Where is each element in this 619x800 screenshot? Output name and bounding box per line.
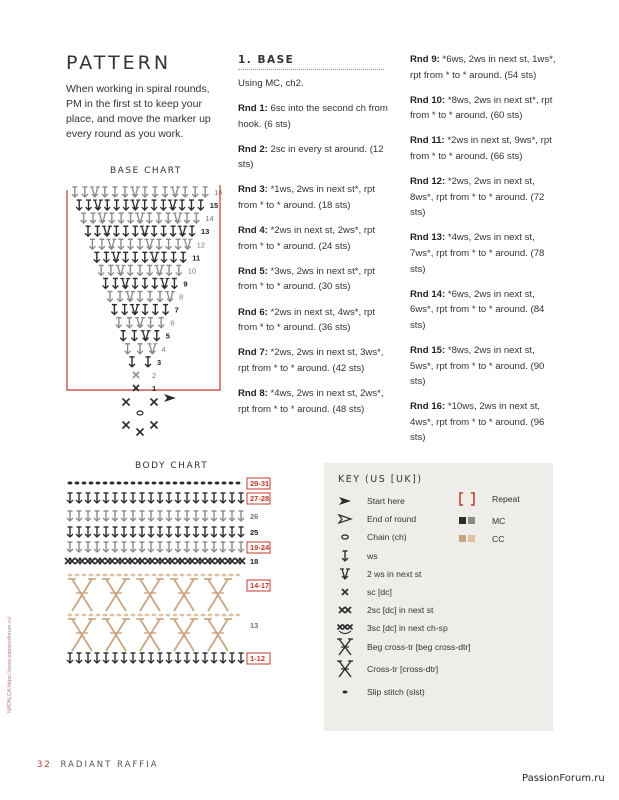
cc-swatch-icon xyxy=(458,531,476,547)
base-row-number: 5 xyxy=(165,331,170,341)
section-title: 1. BASE xyxy=(238,54,295,66)
round-text: *8ws, 2ws in next st*, rpt from * to * around. (60 sts) xyxy=(410,94,553,122)
base-row-number: 3 xyxy=(157,357,162,367)
base-row-number: 6 xyxy=(170,318,175,328)
key-item xyxy=(336,662,438,676)
start-here-arrow-icon xyxy=(336,493,354,509)
intro-paragraph: When working in spiral rounds, PM in the first st to keep your place, and move the marker up every round as you work. xyxy=(66,83,211,140)
page-footer xyxy=(37,760,159,770)
round-text: *8ws, 2ws in next st, 5ws*, rpt from * to * around. (90 sts) xyxy=(410,344,545,388)
round-instruction xyxy=(410,343,560,390)
round-label: Rnd 5: xyxy=(238,265,268,277)
round-text: *2ws in next st, 9ws*, rpt from * to * around. (66 sts) xyxy=(410,135,552,162)
key-item xyxy=(336,512,416,526)
round-instruction xyxy=(238,386,388,417)
base-chart-row xyxy=(98,265,182,275)
end-of-round-arrow-icon xyxy=(336,511,354,527)
round-instruction xyxy=(410,133,560,164)
base-row-number: 13 xyxy=(201,227,210,237)
repeat-bracket-icon xyxy=(458,491,476,507)
section-intro: Using MC, ch2. xyxy=(238,78,304,89)
base-chart-start-ring xyxy=(123,394,177,436)
base-chart-row xyxy=(94,252,186,262)
round-instruction xyxy=(238,101,388,132)
body-chart-row xyxy=(68,574,241,611)
round-label: Rnd 10: xyxy=(410,94,446,106)
round-label: Rnd 11: xyxy=(410,135,445,147)
mc-swatch-icon xyxy=(458,513,476,529)
base-row-number: 12 xyxy=(196,240,205,250)
round-label: Rnd 15: xyxy=(410,344,446,356)
base-chart-row xyxy=(81,213,200,223)
base-chart-row xyxy=(125,344,158,354)
body-chart-row-labels xyxy=(247,478,270,664)
round-instruction xyxy=(410,174,560,221)
page-number: 32 xyxy=(37,760,52,770)
cross-tr-icon xyxy=(336,659,354,679)
base-row-number: 9 xyxy=(183,279,188,289)
key-item xyxy=(336,567,421,581)
round-text: *4ws, 2ws in next st, 2ws*, rpt from * to * around. (48 sts) xyxy=(238,387,384,415)
three-sc-icon xyxy=(336,620,354,636)
body-row-label: 27-28 xyxy=(250,494,270,503)
side-watermark: NATALCA https://www.passionforum.ru/ xyxy=(7,616,13,713)
two-sc-icon xyxy=(336,602,354,618)
round-text: *2ws, 2ws in next st, 3ws*, rpt from * to * around. (42 sts) xyxy=(238,347,384,374)
rounds-column-2 xyxy=(410,52,560,455)
key-item-label: 3sc [dc] in next ch-sp xyxy=(367,623,448,634)
key-item-label: ws xyxy=(367,550,378,561)
base-row-number: 11 xyxy=(192,253,201,263)
round-text: *1ws, 2ws in next st*, rpt from * to * around. (18 sts) xyxy=(238,184,376,212)
section-divider xyxy=(238,69,384,70)
round-text: *6ws, 2ws in next st, 1ws*, rpt from * to * around. (54 sts) xyxy=(410,54,556,81)
body-row-label: 13 xyxy=(250,621,259,630)
round-label: Rnd 13: xyxy=(410,232,446,244)
key-item-label: MC xyxy=(492,516,506,526)
body-chart-row xyxy=(67,542,244,552)
base-chart-row xyxy=(76,200,204,210)
round-instruction xyxy=(238,345,388,376)
round-label: Rnd 3: xyxy=(238,184,268,196)
rounds-column-1 xyxy=(238,76,388,427)
watermark: PassionForum.ru xyxy=(522,773,605,784)
ws-stitch-icon xyxy=(336,548,354,564)
body-chart-row xyxy=(67,653,244,663)
key-item-label: 2sc [dc] in next st xyxy=(367,605,434,616)
round-label: Rnd 4: xyxy=(238,225,268,237)
beg-cross-tr-icon xyxy=(336,637,354,657)
slip-stitch-icon xyxy=(336,684,354,700)
body-chart-row xyxy=(65,558,245,564)
key-item xyxy=(336,640,471,654)
chain-oval-icon xyxy=(336,529,354,545)
key-item-label: Cross-tr [cross-dtr] xyxy=(367,664,439,675)
base-row-number: 8 xyxy=(179,292,184,302)
base-chart xyxy=(60,180,235,440)
body-row-label: 19-24 xyxy=(250,543,270,552)
round-text: *3ws, 2ws in next st*, rpt from * to * around. (30 sts) xyxy=(238,265,376,293)
key-item-label: 2 ws in next st xyxy=(367,568,422,579)
base-chart-row xyxy=(120,331,160,341)
round-text: 6sc into the second ch from hook. (6 sts) xyxy=(238,103,388,130)
body-row-label: 14-17 xyxy=(250,581,270,590)
key-item-label: sc [dc] xyxy=(367,587,392,597)
round-label: Rnd 14: xyxy=(410,288,446,300)
base-row-number: 16 xyxy=(214,188,223,197)
round-instruction xyxy=(410,399,560,446)
key-item xyxy=(458,514,505,528)
base-row-number: 1 xyxy=(152,384,157,393)
body-chart-stitches xyxy=(65,482,245,664)
base-chart-title: BASE CHART xyxy=(110,166,182,176)
base-chart-stitches xyxy=(72,187,208,436)
base-row-number: 2 xyxy=(152,370,157,380)
body-chart-row xyxy=(67,511,244,521)
body-chart-row xyxy=(67,527,244,537)
base-row-number: 15 xyxy=(209,201,219,211)
base-row-number: 7 xyxy=(174,305,179,315)
round-label: Rnd 16: xyxy=(410,401,446,413)
key-item xyxy=(458,532,504,546)
round-label: Rnd 7: xyxy=(238,347,268,359)
base-chart-row xyxy=(103,278,178,288)
key-item xyxy=(336,603,433,617)
key-item-label: End of round xyxy=(367,514,417,525)
key-item xyxy=(336,494,405,508)
body-row-label: 1-12 xyxy=(250,654,266,663)
base-chart-row xyxy=(107,292,175,302)
body-row-label: 25 xyxy=(250,528,259,537)
body-row-label: 18 xyxy=(250,557,259,566)
base-row-number: 4 xyxy=(161,344,166,354)
key-item-label: Beg cross-tr [beg cross-dtr] xyxy=(367,641,471,652)
round-label: Rnd 8: xyxy=(238,387,268,399)
key-item-label: Slip stitch (slst) xyxy=(367,687,425,698)
round-instruction xyxy=(238,142,388,173)
key-item xyxy=(336,549,378,563)
body-chart-title: BODY CHART xyxy=(135,461,209,471)
base-chart-row xyxy=(89,239,192,249)
round-text: *2ws in next st, 2ws*, rpt from * to * around. (24 sts) xyxy=(238,225,376,252)
body-chart xyxy=(62,475,282,670)
round-instruction xyxy=(410,93,560,124)
body-chart-row xyxy=(68,614,241,651)
round-instruction xyxy=(410,230,560,277)
base-chart-row xyxy=(111,305,168,315)
book-title: RADIANT RAFFIA xyxy=(60,760,159,770)
base-row-number: 14 xyxy=(205,214,214,224)
round-text: 2sc in every st around. (12 sts) xyxy=(238,143,384,171)
key-item xyxy=(458,492,520,506)
base-chart-row xyxy=(72,187,208,197)
base-chart-row xyxy=(133,372,139,378)
round-text: *6ws, 2ws in next st, 6ws*, rpt from * to * around. (84 sts) xyxy=(410,288,545,331)
key-item xyxy=(336,530,407,544)
body-row-label: 26 xyxy=(250,512,259,521)
key-item xyxy=(336,685,425,699)
key-item-label: Start here xyxy=(367,496,405,506)
round-text: *10ws, 2ws in next st, 4ws*, rpt from * to * around. (96 sts) xyxy=(410,401,545,444)
key-item xyxy=(336,585,392,599)
base-chart-row xyxy=(129,357,151,367)
round-label: Rnd 1: xyxy=(238,103,268,115)
round-instruction xyxy=(238,223,388,254)
key-item-label: CC xyxy=(492,534,505,544)
round-text: *2ws, 2ws in next st, 8ws*, rpt from * to * around. (72 sts) xyxy=(410,176,545,219)
round-label: Rnd 9: xyxy=(410,54,440,65)
round-instruction xyxy=(238,182,388,213)
base-chart-row xyxy=(116,318,164,328)
round-label: Rnd 2: xyxy=(238,143,268,155)
key-item xyxy=(336,621,448,635)
round-label: Rnd 6: xyxy=(238,306,268,318)
round-label: Rnd 12: xyxy=(410,176,446,188)
body-chart-row xyxy=(67,493,244,503)
sc-cross-icon xyxy=(336,584,354,600)
base-chart-row xyxy=(85,226,195,236)
key-title: KEY (US [UK]) xyxy=(338,474,423,485)
body-chart-row xyxy=(68,482,241,485)
key-item-label: Repeat xyxy=(492,494,520,504)
round-text: *2ws in next st, 4ws*, rpt from * to * around. (36 sts) xyxy=(238,306,376,334)
round-text: *4ws, 2ws in next st, 7ws*, rpt from * to * around. (78 sts) xyxy=(410,232,545,275)
base-row-number: 10 xyxy=(187,266,197,276)
round-instruction xyxy=(238,305,388,336)
round-instruction xyxy=(410,52,560,83)
round-instruction xyxy=(238,264,388,295)
body-row-label: 29-31 xyxy=(250,479,270,488)
two-ws-icon xyxy=(336,566,354,582)
pattern-heading: PATTERN xyxy=(66,52,172,74)
round-instruction xyxy=(410,287,560,334)
key-item-label: Chain (ch) xyxy=(367,532,407,543)
